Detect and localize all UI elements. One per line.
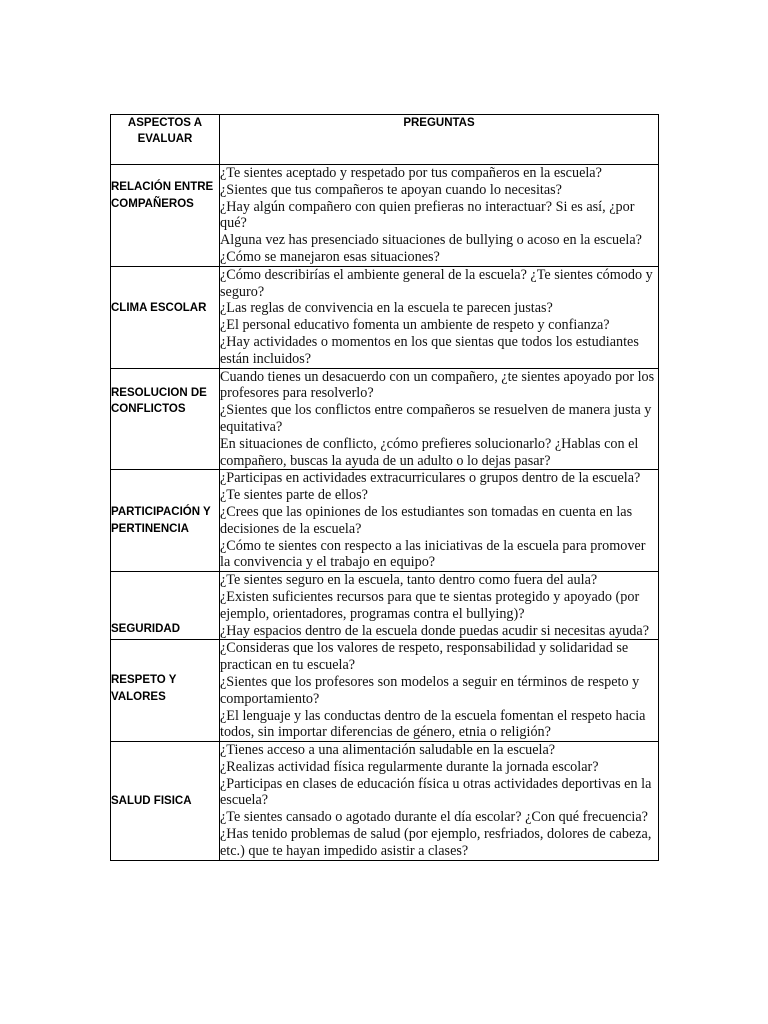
aspect-cell: RESOLUCION DE CONFLICTOS [111, 368, 220, 470]
questions-cell [220, 266, 659, 368]
table-header-row [111, 115, 659, 165]
question: ¿El lenguaje y las conductas dentro de la escuela fomentan el respeto hacia todos, sin importar diferencias de género, etnia o religión? [220, 707, 646, 741]
question: ¿Sientes que los profesores son modelos a seguir en términos de respeto y comportamiento? [220, 673, 640, 707]
table-row [111, 572, 659, 640]
table-row [111, 640, 659, 742]
questions-cell [220, 640, 659, 742]
question: ¿Hay algún compañero con quien prefieras no interactuar? Si es así, ¿por qué? [220, 198, 635, 232]
aspect-cell: RESPETO Y VALORES [111, 640, 220, 742]
question: ¿El personal educativo fomenta un ambiente de respeto y confianza? [220, 317, 610, 334]
question: ¿Tienes acceso a una alimentación saludable en la escuela? [220, 742, 556, 759]
question: En situaciones de conflicto, ¿cómo prefieres solucionarlo? ¿Hablas con el compañero, buscas la ayuda de un adulto o lo dejas pasar? [220, 435, 639, 469]
questions-cell [220, 165, 659, 267]
question: ¿Has tenido problemas de salud (por ejemplo, resfriados, dolores de cabeza, etc.) que te hayan impedido asistir a clases? [220, 826, 652, 859]
question: ¿Las reglas de convivencia en la escuela te parecen justas? [220, 300, 553, 317]
questions-cell [220, 742, 659, 861]
aspect-cell: RELACIÓN ENTRE COMPAÑEROS [111, 165, 220, 267]
question: ¿Consideras que los valores de respeto, responsabilidad y solidaridad se practican en tu escuela? [220, 640, 629, 674]
question: ¿Te sientes cansado o agotado durante el día escolar? ¿Con qué frecuencia? [220, 809, 648, 826]
table-row [111, 470, 659, 572]
question: ¿Participas en actividades extracurriculares o grupos dentro de la escuela? ¿Te sientes parte de ellos? [220, 470, 641, 504]
question: ¿Te sientes seguro en la escuela, tanto dentro como fuera del aula? [220, 572, 598, 589]
header-questions: PREGUNTAS [220, 115, 659, 165]
question: ¿Hay espacios dentro de la escuela donde puedas acudir si necesitas ayuda? [220, 622, 649, 639]
aspect-cell: SEGURIDAD [111, 572, 220, 640]
question: ¿Crees que las opiniones de los estudiantes son tomadas en cuenta en las decisiones de la escuela? [220, 503, 633, 537]
questions-cell [220, 572, 659, 640]
question: ¿Sientes que tus compañeros te apoyan cuando lo necesitas? [220, 181, 562, 198]
question: ¿Cómo te sientes con respecto a las iniciativas de la escuela para promover la convivencia y el trabajo en equipo? [220, 537, 646, 571]
aspect-cell: PARTICIPACIÓN Y PERTINENCIA [111, 470, 220, 572]
table-row [111, 742, 659, 861]
table-row [111, 266, 659, 368]
header-aspects: ASPECTOS A EVALUAR [111, 115, 220, 165]
questions-cell [220, 368, 659, 470]
questions-cell [220, 470, 659, 572]
question: ¿Te sientes aceptado y respetado por tus compañeros en la escuela? [220, 165, 602, 181]
question: ¿Realizas actividad física regularmente durante la jornada escolar? [220, 758, 599, 775]
aspect-cell: SALUD FISICA [111, 742, 220, 861]
question: ¿Cómo describirías el ambiente general de la escuela? ¿Te sientes cómodo y seguro? [220, 266, 653, 300]
question: Cuando tienes un desacuerdo con un compañero, ¿te sientes apoyado por los profesores para resolverlo? [220, 368, 655, 402]
question: ¿Sientes que los conflictos entre compañeros se resuelven de manera justa y equitativa? [220, 402, 652, 435]
evaluation-table [110, 114, 659, 861]
table-row [111, 165, 659, 267]
question: ¿Participas en clases de educación física u otras actividades deportivas en la escuela? [220, 775, 652, 809]
table-row [111, 368, 659, 470]
question: ¿Existen suficientes recursos para que te sientas protegido y apoyado (por ejemplo, orientadores, programas contra el bullying)? [220, 588, 640, 622]
question: Alguna vez has presenciado situaciones de bullying o acoso en la escuela? ¿Cómo se manejaron esas situaciones? [220, 232, 642, 265]
question: ¿Hay actividades o momentos en los que sientas que todos los estudiantes están incluidos? [220, 333, 639, 367]
aspect-cell: CLIMA ESCOLAR [111, 266, 220, 368]
